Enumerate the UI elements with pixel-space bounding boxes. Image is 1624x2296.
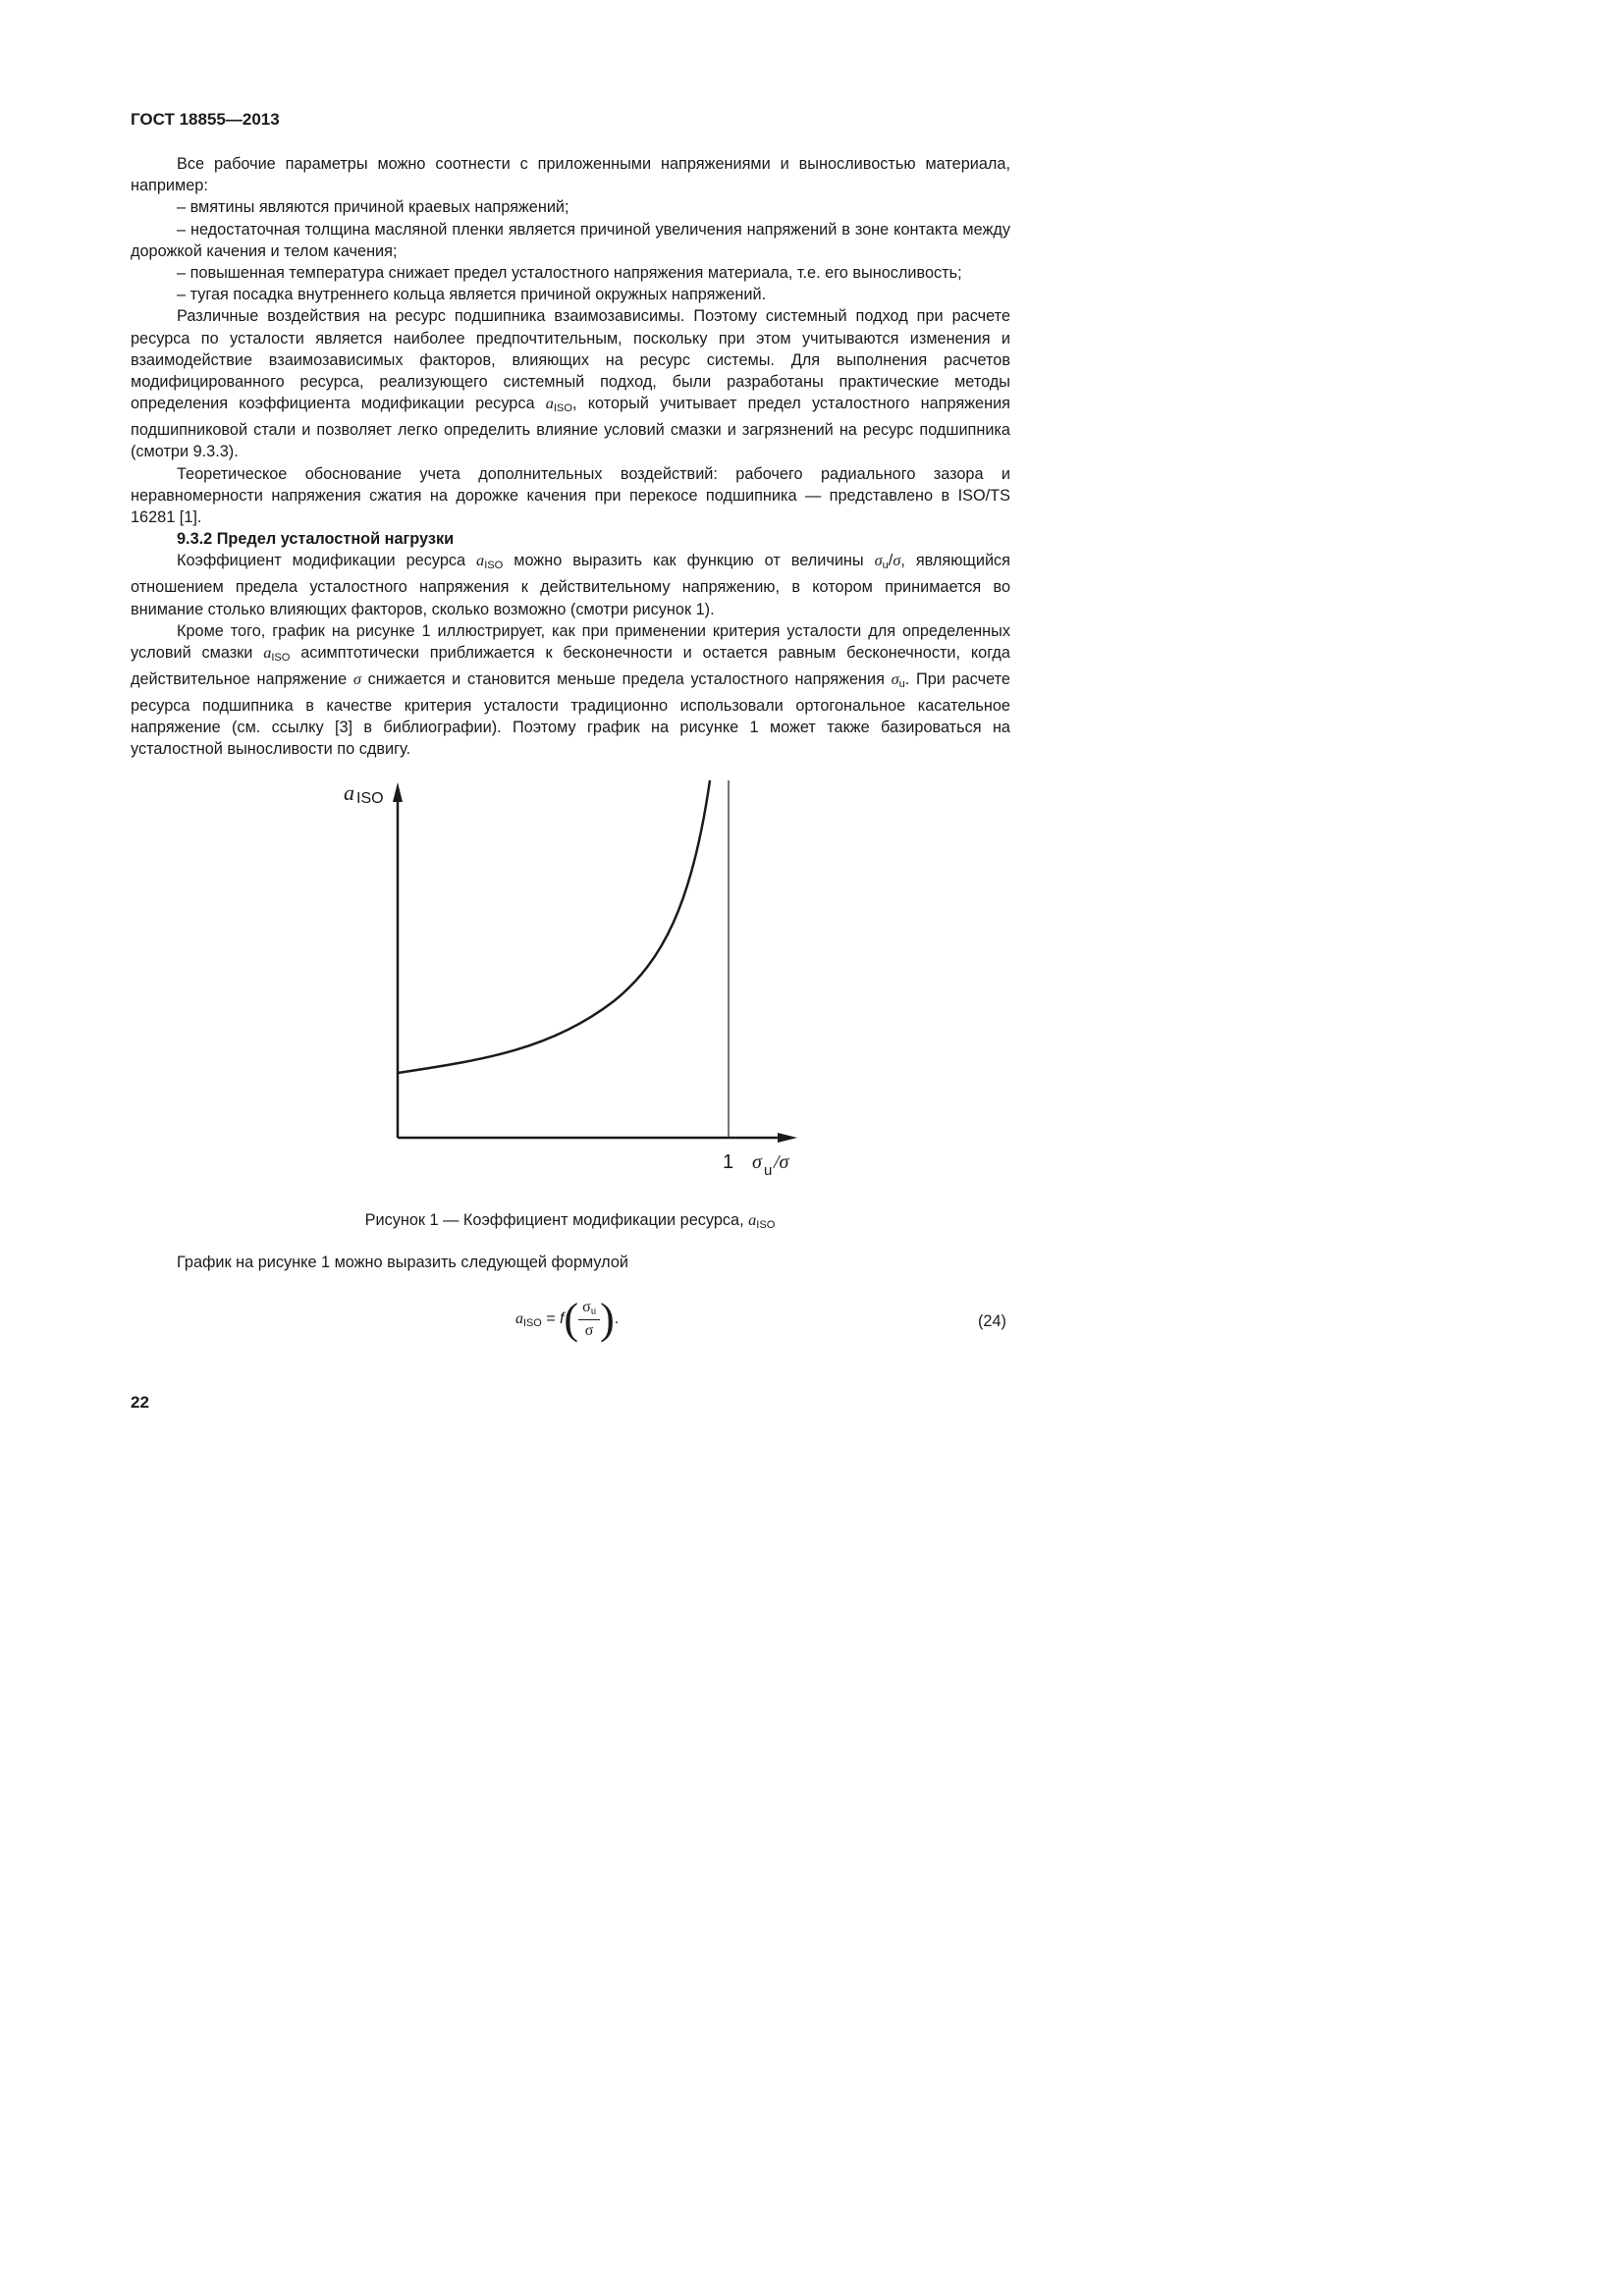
body-text [131,153,1010,761]
section-heading: 9.3.2 Предел усталостной нагрузки [177,530,455,549]
list-item: – тугая посадка внутреннего кольца является причиной окружных напряжений. [177,286,767,304]
aiso-curve [398,780,710,1073]
x-axis-label-sigma: σ [752,1151,762,1173]
x-axis-arrow [778,1133,797,1143]
list-item: – недостаточная толщина масляной пленки является причиной увеличения напряжений в зоне контакта между дорожкой качения и телом качения; [131,220,1010,260]
page-number: 22 [131,1393,149,1412]
x-tick-label: 1 [723,1151,734,1173]
paragraph: Кроме того, график на рисунке 1 иллюстрирует, как при применении критерия усталости для определенных условий смазки $a_{ISO}$ асимптотически приближается к бесконечности и остается равным бесконечности, когда действительное напряжение σ снижается и становится меньше предела усталостного напряжения $\sigma_u$. При расчете ресурса подшипника в качестве критерия усталости традиционно использовали ортогональное касательное напряжение (см. ссылку [3] в библиографии). Поэтому график на рисунке 1 может также базироваться на усталостной выносливости по сдвигу. [131,621,1010,759]
paragraph: Все рабочие параметры можно соотнести с приложенными напряжениями и выносливостью материала, например: [131,155,1010,195]
list-item: – повышенная температура снижает предел усталостного напряжения материала, т.е. его выносливость; [177,264,962,283]
x-axis-label-rest: /σ [774,1151,789,1173]
y-axis-label: a [344,780,354,805]
equation-number: (24) [978,1312,1006,1330]
list-item: – вмятины являются причиной краевых напряжений; [177,198,569,217]
formula-intro: График на рисунке 1 можно выразить следующей формулой [177,1254,629,1271]
paragraph: Различные воздействия на ресурс подшипника взаимозависимы. Поэтому системный подход при расчете ресурса по усталости является наиболее предпочтительным, поскольку при этом учитываются изменения и взаимодействие взаимозависимых факторов, влияющих на ресурс системы. Для выполнения расчетов модифицированного ресурса, реализующего системный подход, были разработаны практические методы определения коэффициента модификации ресурса $a_{ISO}$, который учитывает предел усталостного напряжения подшипниковой стали и позволяет легко определить влияние условий смазки и загрязнений на ресурс подшипника (смотри 9.3.3). [131,307,1010,461]
paragraph: Теоретическое обоснование учета дополнительных воздействий: рабочего радиального зазора и неравномерности напряжения сжатия на дорожке качения при перекосе подшипника — представлено в ISO/TS 16281 [1]. [131,464,1010,527]
paragraph: Коэффициент модификации ресурса $a_{ISO}$ можно выразить как функцию от величины $\sigma_u/\sigma$, являющийся отношением предела усталостного напряжения к действительному напряжению, в котором принимается во внимание столько влияющих факторов, сколько возможно (смотри рисунок 1). [131,551,1010,618]
formula-24: $a_{ISO} = f$( $\frac{\sigma_u}{\sigma}$ ). [515,1295,620,1343]
x-axis-label-sub: u [764,1162,773,1179]
y-axis-label-sub: ISO [356,790,384,807]
figure-caption: Рисунок 1 — Коэффициент модификации ресурса, $a_{ISO}$ [364,1210,776,1231]
document-header: ГОСТ 18855—2013 [131,110,280,129]
paren-open: ( [564,1295,579,1343]
y-axis-arrow [393,782,403,802]
fraction: $\frac{\sigma_u}{\sigma}$ [578,1299,600,1340]
figure-graph [324,771,815,1183]
paren-close: ) [600,1295,615,1343]
